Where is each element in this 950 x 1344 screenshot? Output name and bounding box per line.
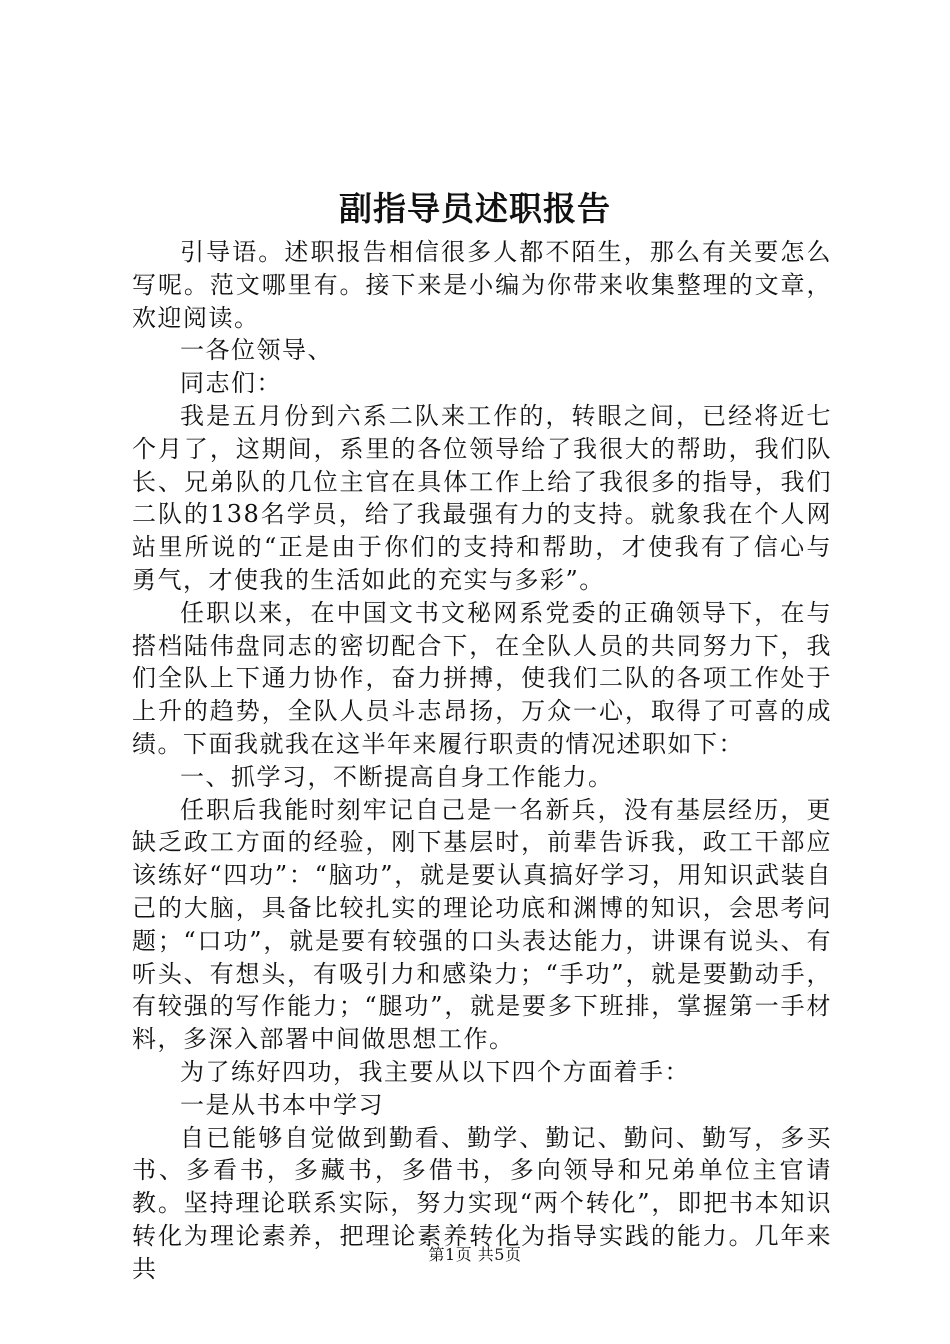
paragraph: 自已能够自觉做到勤看、勤学、勤记、勤问、勤写，多买书、多看书，多藏书，多借书，多向领导和兄弟单位主官请教。坚持理论联系实际，努力实现“两个转化”，即把书本知识转化为理论素养，把理论素养转化为指导实践的能力。几年来共 [132, 1123, 832, 1283]
document-title: 副指导员述职报告 [339, 189, 611, 228]
subsection-heading: 一是从书本中学习 [180, 1090, 384, 1119]
paragraph: 任职以来，在中国文书文秘网系党委的正确领导下，在与搭档陆伟盘同志的密切配合下，在全队人员的共同努力下，我们全队上下通力协作，奋力拼搏，使我们二队的各项工作处于上升的趋势，全队人员斗志昂扬，万众一心，取得了可喜的成绩。下面我就我在这半年来履行职责的情况述职如下： [132, 598, 832, 758]
section-heading: 一、抓学习，不断提高自身工作能力。 [180, 762, 614, 791]
document-body [132, 236, 832, 1286]
paragraph: 为了练好四功，我主要从以下四个方面着手： [180, 1057, 690, 1086]
page-number-footer: 第1页 共5页 [428, 1245, 522, 1264]
paragraph: 同志们： [180, 369, 282, 398]
paragraph: 引导语。述职报告相信很多人都不陌生，那么有关要怎么写呢。范文哪里有。接下来是小编为你带来收集整理的文章，欢迎阅读。 [132, 238, 832, 332]
paragraph: 我是五月份到六系二队来工作的，转眼之间，已经将近七个月了，这期间，系里的各位领导给了我很大的帮助，我们队长、兄弟队的几位主官在具体工作上给了我很多的指导，我们二队的138名学员，给了我最强有力的支持。就象我在个人网站里所说的“正是由于你们的支持和帮助，才使我有了信心与勇气，才使我的生活如此的充实与多彩”。 [132, 401, 832, 594]
paragraph: 任职后我能时刻牢记自己是一名新兵，没有基层经历，更缺乏政工方面的经验，刚下基层时，前辈告诉我，政工干部应该练好“四功”：“脑功”，就是要认真搞好学习，用知识武装自己的大脑，具备比较扎实的理论功底和渊博的知识，会思考问题；“口功”，就是要有较强的口头表达能力，讲课有说头、有听头、有想头，有吸引力和感染力；“手功”，就是要勤动手，有较强的写作能力；“腿功”，就是要多下班排，掌握第一手材料，多深入部署中间做思想工作。 [132, 795, 832, 1054]
paragraph: 一各位领导、 [180, 336, 333, 365]
